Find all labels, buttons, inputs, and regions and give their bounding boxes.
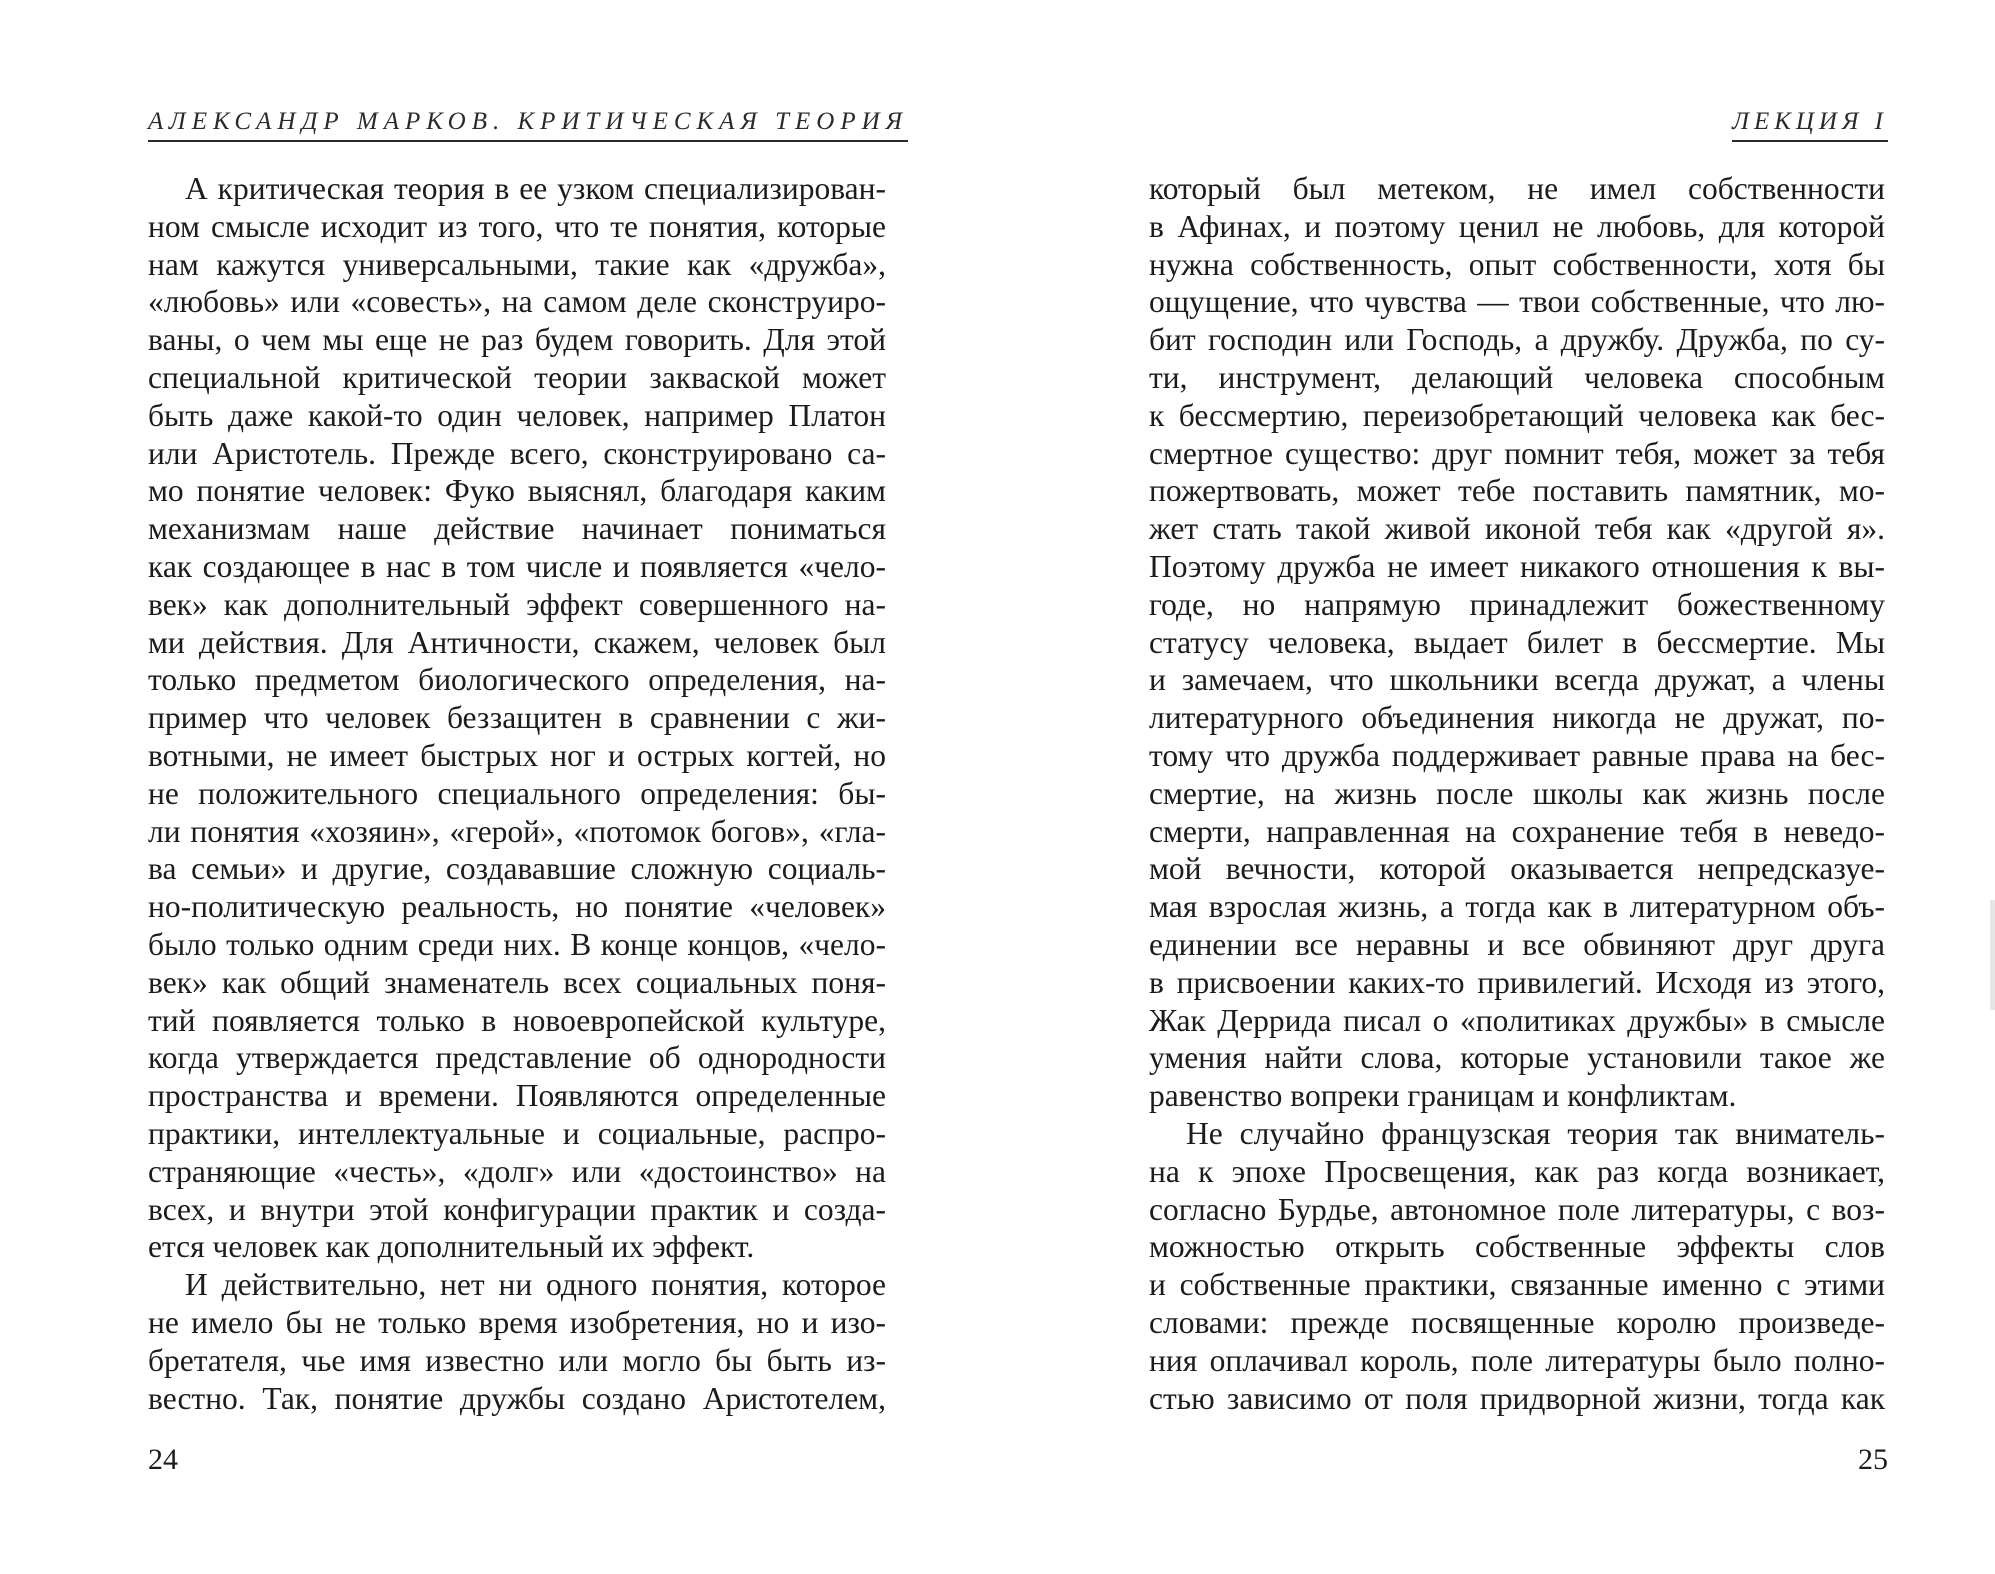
body-text-left (148, 170, 886, 1417)
text-line: как создающее в нас в том числе и появляется «чело- (148, 548, 886, 584)
text-line: и замечаем, что школьники всегда дружат, а члены (1149, 662, 1885, 698)
text-line: бретателя, чье имя известно или могло бы быть из- (148, 1342, 886, 1378)
page-number-right: 25 (1858, 1443, 1888, 1476)
text-line: который был метеком, не имел собственности (1149, 171, 1885, 206)
text-line: ния оплачивал король, поле литературы было полно- (1149, 1342, 1885, 1378)
text-line: только предметом биологического определения, на- (148, 662, 886, 698)
text-line: ется человек как дополнительный их эффект. (148, 1229, 755, 1265)
text-line: можностью открыть собственные эффекты слов (1149, 1229, 1885, 1265)
text-line: специальной критической теории закваской может (148, 359, 886, 395)
text-line: жет стать такой живой иконой тебя как «другой я». (1149, 511, 1885, 547)
text-line: механизмам наше действие начинает пониматься (148, 511, 886, 547)
text-line: вестно. Так, понятие дружбы создано Аристотелем, (148, 1380, 886, 1416)
text-line: когда утверждается представление об однородности (148, 1040, 886, 1076)
text-line: А критическая теория в ее узком специализирован- (185, 171, 886, 206)
text-line: нам кажутся универсальными, такие как «дружба», (148, 246, 886, 282)
text-line: быть даже какой-то один человек, например Платон (148, 397, 886, 433)
text-line: годе, но напрямую принадлежит божественному (1149, 586, 1885, 622)
text-line: страняющие «честь», «долг» или «достоинство» на (148, 1153, 886, 1189)
text-line: литературного объединения никогда не дружат, по- (1149, 700, 1885, 736)
text-line: бит господин или Господь, а дружбу. Дружба, по су- (1149, 322, 1885, 358)
text-line: век» как общий знаменатель всех социальных поня- (148, 964, 886, 1000)
text-line: к бессмертию, переизобретающий человека как бес- (1149, 397, 1885, 433)
text-line: единении все неравны и все обвиняют друг друга (1149, 926, 1885, 962)
text-line: пространства и времени. Появляются определенные (148, 1078, 886, 1114)
text-line: в присвоении каких-то привилегий. Исходя из этого, (1149, 964, 1885, 1000)
page-number-left: 24 (148, 1443, 178, 1476)
text-line: век» как дополнительный эффект совершенного на- (148, 586, 886, 622)
text-line: ваны, о чем мы еще не раз будем говорить. Для этой (148, 322, 886, 358)
text-line: мая взрослая жизнь, а тогда как в литературном объ- (1149, 889, 1885, 925)
text-line: смертие, на жизнь после школы как жизнь после (1149, 775, 1885, 811)
text-line: Поэтому дружба не имеет никакого отношения к вы- (1149, 548, 1885, 584)
body-text-right (1149, 170, 1885, 1417)
text-line: или Аристотель. Прежде всего, сконструировано са- (148, 435, 886, 471)
text-line: умения найти слова, которые установили такое же (1149, 1040, 1885, 1076)
text-line: пожертвовать, может тебе поставить памятник, мо- (1149, 473, 1885, 509)
text-line: но-политическую реальность, но понятие «человек» (148, 889, 886, 925)
text-line: мой вечности, которой оказывается непредсказуе- (1149, 851, 1885, 887)
running-head-left: АЛЕКСАНДР МАРКОВ. КРИТИЧЕСКАЯ ТЕОРИЯ (148, 107, 908, 142)
text-line: вотными, не имеет быстрых ног и острых когтей, но (148, 737, 886, 773)
right-page (997, 0, 1995, 1574)
left-page (0, 0, 997, 1574)
running-head-right: ЛЕКЦИЯ I (1732, 107, 1888, 142)
text-line: всех, и внутри этой конфигурации практик и созда- (148, 1191, 886, 1227)
text-line: на к эпохе Просвещения, как раз когда возникает, (1149, 1153, 1885, 1189)
text-line: практики, интеллектуальные и социальные, распро- (148, 1115, 886, 1151)
text-line: Жак Деррида писал о «политиках дружбы» в смысле (1149, 1002, 1885, 1038)
text-line: смерти, направленная на сохранение тебя в неведо- (1149, 813, 1885, 849)
text-line: ощущение, что чувства — твои собственные, что лю- (1149, 284, 1885, 320)
text-line: не положительного специального определения: бы- (148, 775, 886, 811)
text-line: было только одним среди них. В конце концов, «чело- (148, 926, 886, 962)
text-line: равенство вопреки границам и конфликтам. (1149, 1078, 1737, 1114)
text-line: ном смысле исходит из того, что те понятия, которые (148, 208, 886, 244)
text-line: смертное существо: друг помнит тебя, может за тебя (1149, 435, 1885, 471)
text-line: не имело бы не только время изобретения, но и изо- (148, 1304, 886, 1340)
text-line: ли понятия «хозяин», «герой», «потомок богов», «гла- (148, 813, 886, 849)
text-line: ва семьи» и другие, создававшие сложную социаль- (148, 851, 886, 887)
text-line: в Афинах, и поэтому ценил не любовь, для которой (1149, 208, 1885, 244)
text-line: ми действия. Для Античности, скажем, человек был (148, 624, 886, 660)
text-line: пример что человек беззащитен в сравнении с жи- (148, 700, 886, 736)
text-line: И действительно, нет ни одного понятия, которое (185, 1267, 886, 1303)
text-line: мо понятие человек: Фуко выяснял, благодаря каким (148, 473, 886, 509)
text-line: тий появляется только в новоевропейской культуре, (148, 1002, 886, 1038)
text-line: словами: прежде посвященные королю произведе- (1149, 1304, 1885, 1340)
text-line: статусу человека, выдает билет в бессмертие. Мы (1149, 624, 1885, 660)
text-line: «любовь» или «совесть», на самом деле сконструиро- (148, 284, 886, 320)
text-line: Не случайно французская теория так вниматель- (1186, 1115, 1885, 1151)
text-line: стью зависимо от поля придворной жизни, тогда как (1149, 1380, 1885, 1416)
page-edge-mark (1990, 900, 1995, 1010)
text-line: тому что дружба поддерживает равные права на бес- (1149, 737, 1885, 773)
text-line: и собственные практики, связанные именно с этими (1149, 1267, 1885, 1303)
text-line: согласно Бурдье, автономное поле литературы, с воз- (1149, 1191, 1885, 1227)
text-line: нужна собственность, опыт собственности, хотя бы (1149, 246, 1885, 282)
text-line: ти, инструмент, делающий человека способным (1149, 359, 1885, 395)
